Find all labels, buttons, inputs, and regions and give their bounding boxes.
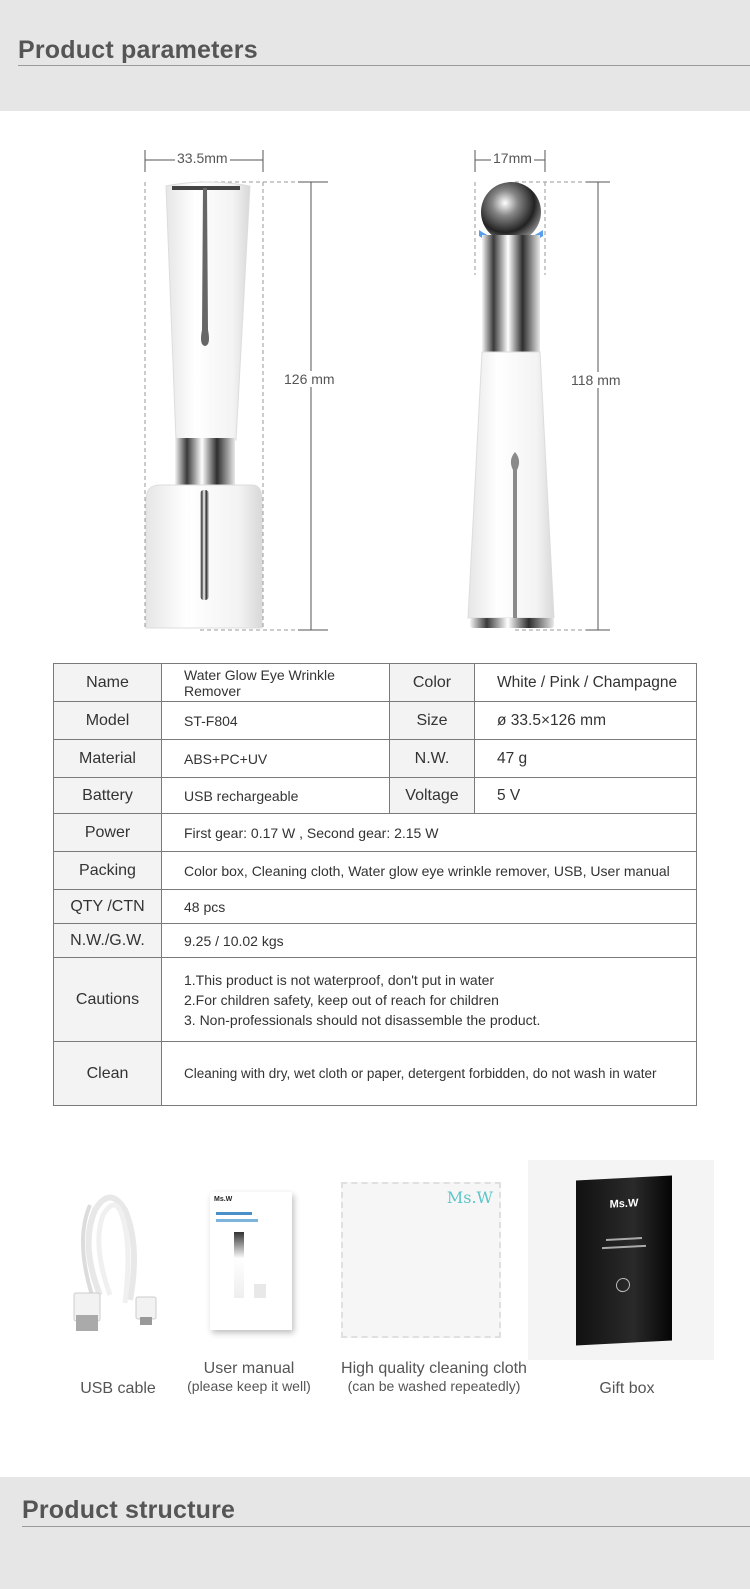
caution-line: 1.This product is not waterproof, don't put in water: [184, 971, 495, 988]
gift-box-brand: Ms.W: [609, 1197, 639, 1211]
cautions-value: [162, 958, 697, 1042]
material-value: ABS+PC+UV: [162, 740, 390, 778]
caution-line: 3. Non-professionals should not disassemble the product.: [184, 1011, 541, 1028]
material-label: Material: [54, 740, 162, 778]
packing-label: Packing: [54, 852, 162, 890]
footer-band: [0, 1477, 750, 1589]
dimension-svg: [0, 140, 750, 650]
manual-label: User manual: [203, 1360, 295, 1377]
spec-table: [53, 663, 697, 1106]
table-row: [54, 740, 697, 778]
cloth-caption: [324, 1360, 544, 1394]
cloth-brand: Ms.W: [446, 1188, 493, 1207]
usb-cable-image: [70, 1185, 170, 1335]
table-row: [54, 924, 697, 958]
header-rule: [18, 65, 750, 66]
nwgw-value: 9.25 / 10.02 kgs: [162, 924, 697, 958]
device-side: [468, 150, 610, 630]
power-label: Power: [54, 814, 162, 852]
dimension-drawings: [0, 140, 750, 650]
gift-box-icon: [616, 1278, 630, 1293]
table-row: [54, 1042, 697, 1106]
table-row: [54, 702, 697, 740]
manual-header-line: [216, 1219, 258, 1222]
clean-value: Cleaning with dry, wet cloth or paper, detergent forbidden, do not wash in water: [162, 1042, 697, 1106]
packing-value: Color box, Cleaning cloth, Water glow eye wrinkle remover, USB, User manual: [162, 852, 697, 890]
cloth-note: (can be washed repeatedly): [347, 1378, 521, 1394]
power-value: First gear: 0.17 W , Second gear: 2.15 W: [162, 814, 697, 852]
usb-label: USB cable: [80, 1380, 156, 1397]
battery-label: Battery: [54, 778, 162, 814]
manual-device-picture: [234, 1232, 244, 1298]
page-title: Product parameters: [18, 36, 258, 64]
model-label: Model: [54, 702, 162, 740]
name-value: Water Glow Eye Wrinkle Remover: [162, 664, 390, 702]
manual-brand: Ms.W: [214, 1196, 233, 1203]
front-height-label: 126 mm: [284, 371, 335, 387]
name-label: Name: [54, 664, 162, 702]
section-title-structure: Product structure: [22, 1496, 236, 1524]
table-row: [54, 664, 697, 702]
nwgw-label: N.W./G.W.: [54, 924, 162, 958]
gift-box-front: [576, 1175, 672, 1345]
accessories-section: [0, 1170, 750, 1430]
cautions-label: Cautions: [54, 958, 162, 1042]
gift-box-label: Gift box: [599, 1380, 655, 1397]
side-height-label: 118 mm: [571, 372, 621, 388]
user-manual-image: [210, 1192, 292, 1330]
cleaning-cloth-image: [341, 1182, 501, 1338]
voltage-label: Voltage: [390, 778, 475, 814]
nw-label: N.W.: [390, 740, 475, 778]
device-front: [145, 150, 328, 630]
gift-box-image: [528, 1160, 714, 1360]
nw-value: 47 g: [475, 740, 697, 778]
qty-value: 48 pcs: [162, 890, 697, 924]
model-value: ST-F804: [162, 702, 390, 740]
manual-note: (please keep it well): [187, 1378, 311, 1394]
clean-label: Clean: [54, 1042, 162, 1106]
qty-label: QTY /CTN: [54, 890, 162, 924]
manual-device-base: [254, 1284, 266, 1298]
size-value: ø 33.5×126 mm: [475, 702, 697, 740]
side-width-label: 17mm: [493, 150, 532, 166]
gift-box-text-line: [606, 1237, 642, 1241]
color-value: White / Pink / Champagne: [475, 664, 697, 702]
caution-line: 2.For children safety, keep out of reach for children: [184, 991, 499, 1008]
footer-rule: [22, 1526, 750, 1527]
manual-caption: [174, 1360, 324, 1394]
table-row: [54, 958, 697, 1042]
table-row: [54, 852, 697, 890]
voltage-value: 5 V: [475, 778, 697, 814]
size-label: Size: [390, 702, 475, 740]
table-row: [54, 778, 697, 814]
gift-box-caption: [567, 1380, 687, 1398]
usb-caption: [58, 1380, 178, 1398]
battery-value: USB rechargeable: [162, 778, 390, 814]
cloth-label: High quality cleaning cloth: [341, 1360, 527, 1377]
manual-header-line: [216, 1212, 252, 1215]
gift-box-text-line: [602, 1245, 646, 1249]
table-row: [54, 814, 697, 852]
table-row: [54, 890, 697, 924]
front-width-label: 33.5mm: [177, 150, 228, 166]
color-label: Color: [390, 664, 475, 702]
